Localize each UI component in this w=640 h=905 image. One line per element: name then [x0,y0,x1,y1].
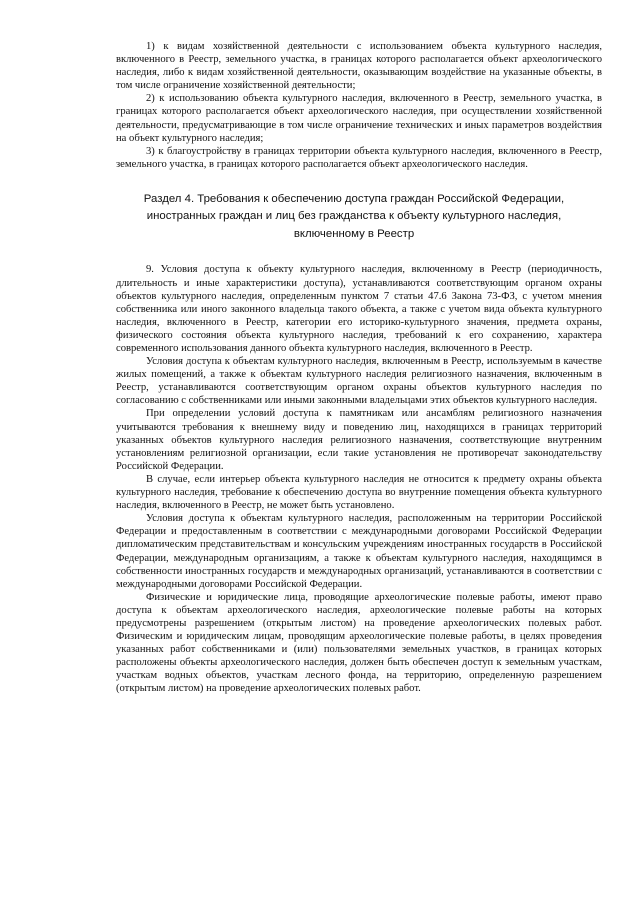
section-heading-line: Раздел 4. Требования к обеспечению доступа граждан Российской Федерации, [143,192,565,205]
list-item: 2) к использованию объекта культурного наследия, включенного в Реестр, земельного участка, в границах которого располагается объект археологического наследия, при осуществлении хозяйственной деятельности, предусматривающие в том числе ограничение технических и иных параметров воздействия на объект культурного наследия; [116,93,602,144]
paragraph: При определении условий доступа к памятникам или ансамблям религиозного назначения учитываются требования к внешнему виду и поведению лиц, находящихся в границах территорий указанных объектов культурного наследия религиозного назначения, соответствующие внутренним установлениям религиозной организации, если такие установления не противоречат законодательству Российской Федерации. [116,408,602,472]
paragraph: В случае, если интерьер объекта культурного наследия не относится к предмету охраны объекта культурного наследия, требование к обеспечению доступа во внутренние помещения объекта культурного наследия, включенного в Реестр, не может быть установлено. [116,473,602,512]
section-heading-line: иностранных граждан и лиц без гражданства к объекту культурного наследия, [146,210,562,223]
section-heading-line: включенному в Реестр [293,227,415,240]
section-heading [116,191,592,244]
list-item: 3) к благоустройству в границах территории объекта культурного наследия, включенного в Реестр, земельного участка, в границах которого располагается объект археологического наследия. [116,145,602,170]
paragraph: 9. Условия доступа к объекту культурного наследия, включенному в Реестр (периодичность, длительность и иные характеристики доступа), устанавливаются соответствующим органом охраны объектов культурного наследия, определенным пунктом 7 статьи 47.6 Закона 73-ФЗ, с учетом мнения собственника или иного законного владельца такого объекта, а также с учетом вида объекта культурного наследия, включенного в Реестр, категории его историко-культурного значения, предмета охраны, физического состояния объекта культурного наследия, требований к его сохранению, характера современного использования данного объекта культурного наследия, включенного в Реестр. [116,264,602,354]
paragraph: Условия доступа к объектам культурного наследия, включенным в Реестр, используемым в качестве жилых помещений, а также к объектам культурного наследия религиозного назначения, включенным в Реестр, устанавливаются соответствующим органом охраны объектов культурного наследия по согласованию с собственниками или иными законными владельцами этих объектов культурного наследия. [116,356,602,407]
list-item: 1) к видам хозяйственной деятельности с использованием объекта культурного наследия, включенного в Реестр, земельного участка, в границах которого располагается объект археологического наследия, либо к видам хозяйственной деятельности, оказывающим воздействие на указанные объекты, в том числе ограничение хозяйственной деятельности; [116,41,602,92]
paragraph: Физические и юридические лица, проводящие археологические полевые работы, имеют право доступа к объектам археологического наследия, археологические полевые работы на которых предусмотрены разрешением (открытым листом) на проведение археологических полевых работ. Физическим и юридическим лицам, проводящим археологические полевые работы, в целях проведения указанных работ собственниками и (или) пользователями земельных участков, в границах которых расположены объекты археологического наследия, должен быть обеспечен доступ к земельным участкам, участкам водных объектов, участкам лесного фонда, на территорию, определенную разрешением (открытым листом) на проведение археологических полевых работ. [116,591,602,695]
requirements-list [116,40,602,171]
section-body [116,263,602,695]
paragraph: Условия доступа к объектам культурного наследия, расположенным на территории Российской Федерации и предоставленным в соответствии с международными договорами Российской Федерации дипломатическим представительствам и консульским учреждениям иностранных государств в Российской Федерации, международным организациям, а также к объектам культурного наследия, находящимся в собственности иностранных государств и международных организаций, устанавливаются в соответствии с международными договорами Российской Федерации. [116,513,602,590]
